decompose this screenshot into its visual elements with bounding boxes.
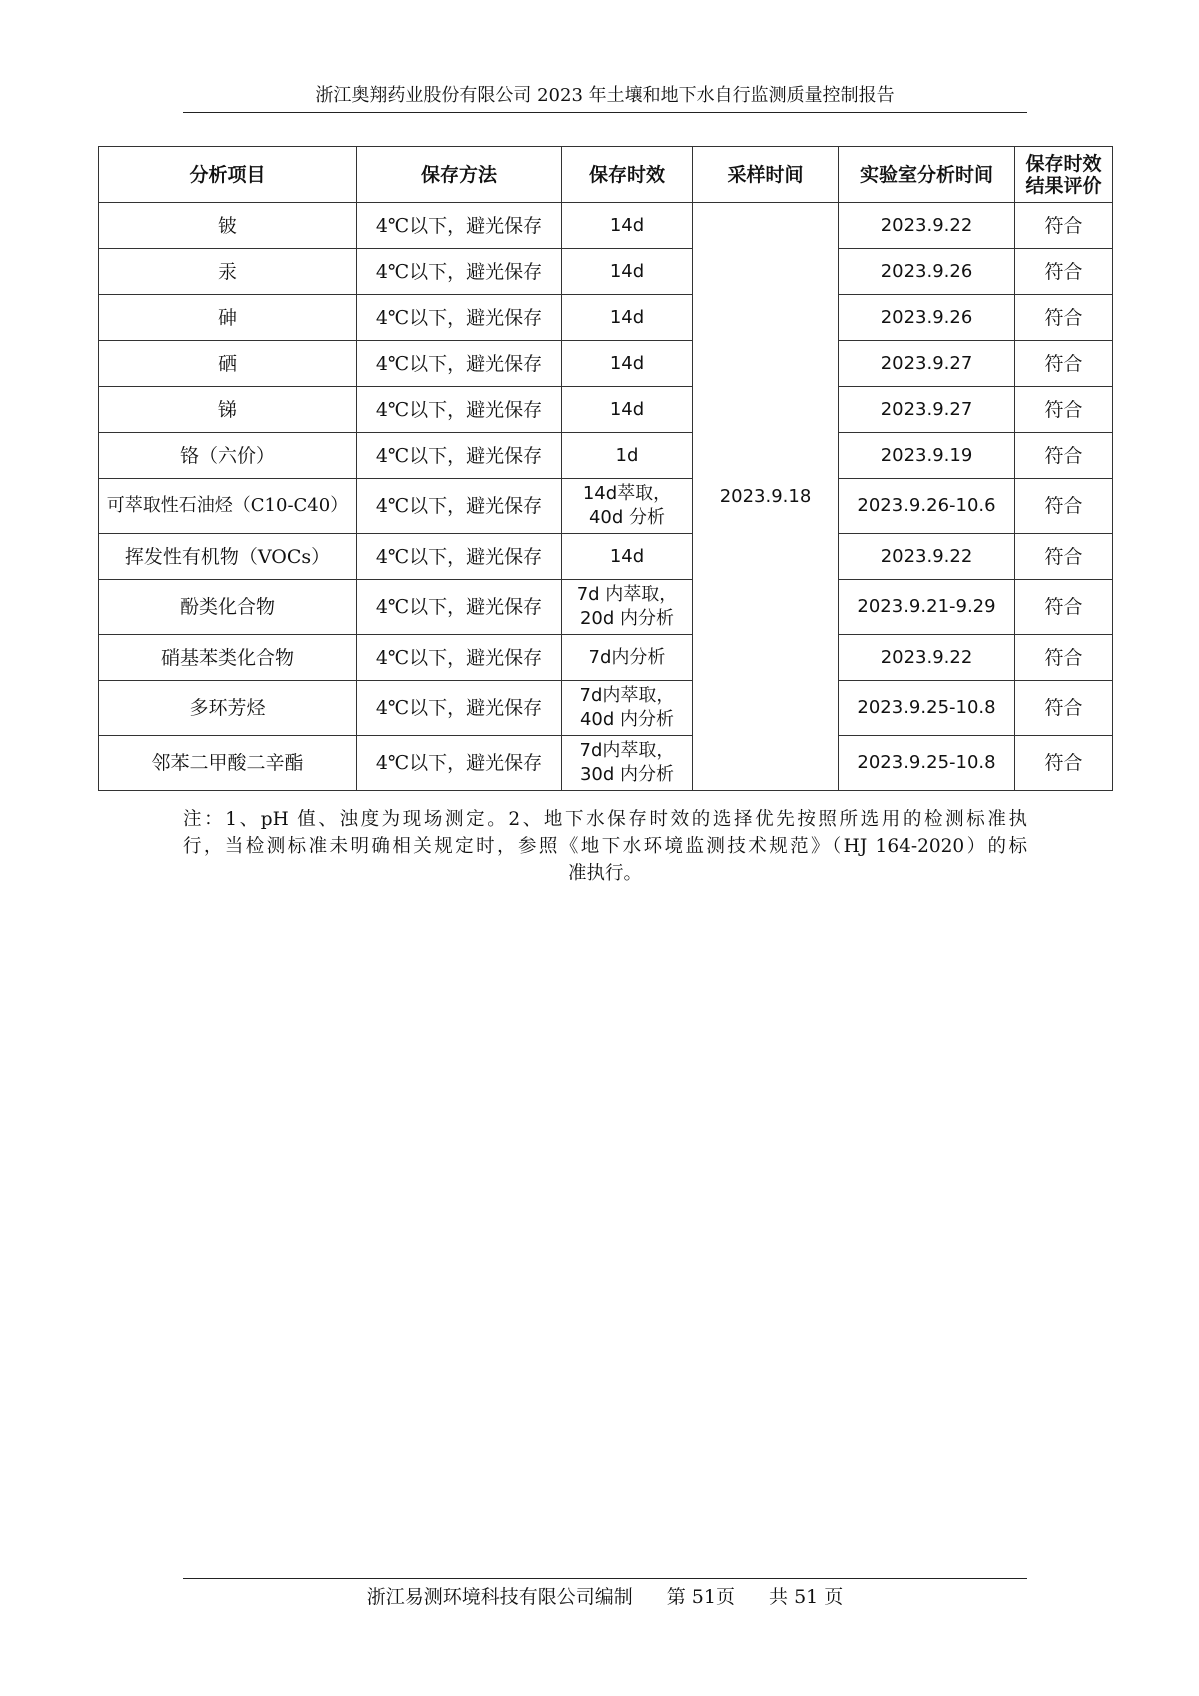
period-cell: 14d — [562, 249, 693, 295]
method-cell: 4℃以下，避光保存 — [357, 479, 562, 534]
footer-org: 浙江易测环境科技有限公司编制 — [366, 1586, 633, 1608]
lab-date-cell: 2023.9.21-9.29 — [839, 580, 1015, 635]
header-divider — [183, 112, 1027, 113]
result-cell: 符合 — [1015, 387, 1113, 433]
lab-date-cell: 2023.9.25-10.8 — [839, 681, 1015, 736]
footer-page-total: 共 51 页 — [769, 1586, 844, 1608]
item-cell: 可萃取性石油烃（C10-C40） — [99, 479, 357, 534]
note-line: 注：1、pH 值、浊度为现场测定。2、地下水保存时效的选择优先按照所选用的检测标准执 — [183, 809, 1027, 830]
item-cell: 砷 — [99, 295, 357, 341]
result-cell: 符合 — [1015, 580, 1113, 635]
table-note — [183, 806, 1027, 887]
footer-divider — [183, 1578, 1027, 1579]
preservation-table — [98, 146, 1113, 791]
period-cell: 7d内分析 — [562, 635, 693, 681]
result-cell: 符合 — [1015, 736, 1113, 791]
note-line: 行，当检测标准未明确相关规定时，参照《地下水环境监测技术规范》（HJ 164-2020）的标 — [183, 836, 1027, 857]
period-cell: 14d — [562, 534, 693, 580]
method-cell: 4℃以下，避光保存 — [357, 635, 562, 681]
lab-date-cell: 2023.9.19 — [839, 433, 1015, 479]
column-header-sampling: 采样时间 — [693, 147, 839, 203]
period-cell: 14d — [562, 341, 693, 387]
table-row — [99, 341, 1113, 387]
result-cell: 符合 — [1015, 534, 1113, 580]
method-cell: 4℃以下，避光保存 — [357, 249, 562, 295]
method-cell: 4℃以下，避光保存 — [357, 387, 562, 433]
item-cell: 酚类化合物 — [99, 580, 357, 635]
period-cell: 7d 内萃取， 20d 内分析 — [562, 580, 693, 635]
table-row — [99, 433, 1113, 479]
method-cell: 4℃以下，避光保存 — [357, 580, 562, 635]
item-cell: 锑 — [99, 387, 357, 433]
item-cell: 汞 — [99, 249, 357, 295]
result-cell: 符合 — [1015, 295, 1113, 341]
item-cell: 挥发性有机物（VOCs） — [99, 534, 357, 580]
lab-date-cell: 2023.9.26-10.6 — [839, 479, 1015, 534]
note-line: 准执行。 — [567, 863, 642, 884]
column-header-result: 保存时效结果评价 — [1015, 147, 1113, 203]
page-header: 浙江奥翔药业股份有限公司 2023 年土壤和地下水自行监测质量控制报告 — [315, 85, 895, 106]
method-cell: 4℃以下，避光保存 — [357, 295, 562, 341]
footer-page-number: 第 51页 — [666, 1586, 735, 1608]
result-cell: 符合 — [1015, 203, 1113, 249]
lab-date-cell: 2023.9.25-10.8 — [839, 736, 1015, 791]
table-row — [99, 295, 1113, 341]
column-header-method: 保存方法 — [357, 147, 562, 203]
lab-date-cell: 2023.9.27 — [839, 387, 1015, 433]
column-header-period: 保存时效 — [562, 147, 693, 203]
result-cell: 符合 — [1015, 681, 1113, 736]
lab-date-cell: 2023.9.26 — [839, 249, 1015, 295]
result-cell: 符合 — [1015, 635, 1113, 681]
item-cell: 邻苯二甲酸二辛酯 — [99, 736, 357, 791]
lab-date-cell: 2023.9.27 — [839, 341, 1015, 387]
table-row — [99, 635, 1113, 681]
lab-date-cell: 2023.9.22 — [839, 635, 1015, 681]
lab-date-cell: 2023.9.22 — [839, 203, 1015, 249]
table-header-row — [99, 147, 1113, 203]
table-row — [99, 479, 1113, 534]
table-row — [99, 387, 1113, 433]
table-row — [99, 681, 1113, 736]
period-cell: 7d内萃取， 30d 内分析 — [562, 736, 693, 791]
item-cell: 铬（六价） — [99, 433, 357, 479]
method-cell: 4℃以下，避光保存 — [357, 736, 562, 791]
period-cell: 14d — [562, 295, 693, 341]
table-row — [99, 534, 1113, 580]
method-cell: 4℃以下，避光保存 — [357, 534, 562, 580]
method-cell: 4℃以下，避光保存 — [357, 433, 562, 479]
page-footer — [183, 1584, 1027, 1610]
item-cell: 硝基苯类化合物 — [99, 635, 357, 681]
lab-date-cell: 2023.9.26 — [839, 295, 1015, 341]
period-cell: 7d内萃取， 40d 内分析 — [562, 681, 693, 736]
period-cell: 14d — [562, 387, 693, 433]
period-cell: 14d — [562, 203, 693, 249]
period-cell: 14d萃取， 40d 分析 — [562, 479, 693, 534]
result-cell: 符合 — [1015, 479, 1113, 534]
table-row — [99, 580, 1113, 635]
result-cell: 符合 — [1015, 341, 1113, 387]
column-header-lab: 实验室分析时间 — [839, 147, 1015, 203]
table-row — [99, 736, 1113, 791]
period-cell: 1d — [562, 433, 693, 479]
method-cell: 4℃以下，避光保存 — [357, 341, 562, 387]
method-cell: 4℃以下，避光保存 — [357, 681, 562, 736]
table-row — [99, 249, 1113, 295]
item-cell: 硒 — [99, 341, 357, 387]
item-cell: 铍 — [99, 203, 357, 249]
result-cell: 符合 — [1015, 433, 1113, 479]
method-cell: 4℃以下，避光保存 — [357, 203, 562, 249]
item-cell: 多环芳烃 — [99, 681, 357, 736]
table-row — [99, 203, 1113, 249]
lab-date-cell: 2023.9.22 — [839, 534, 1015, 580]
column-header-item: 分析项目 — [99, 147, 357, 203]
sampling-date-cell: 2023.9.18 — [693, 203, 839, 791]
result-cell: 符合 — [1015, 249, 1113, 295]
